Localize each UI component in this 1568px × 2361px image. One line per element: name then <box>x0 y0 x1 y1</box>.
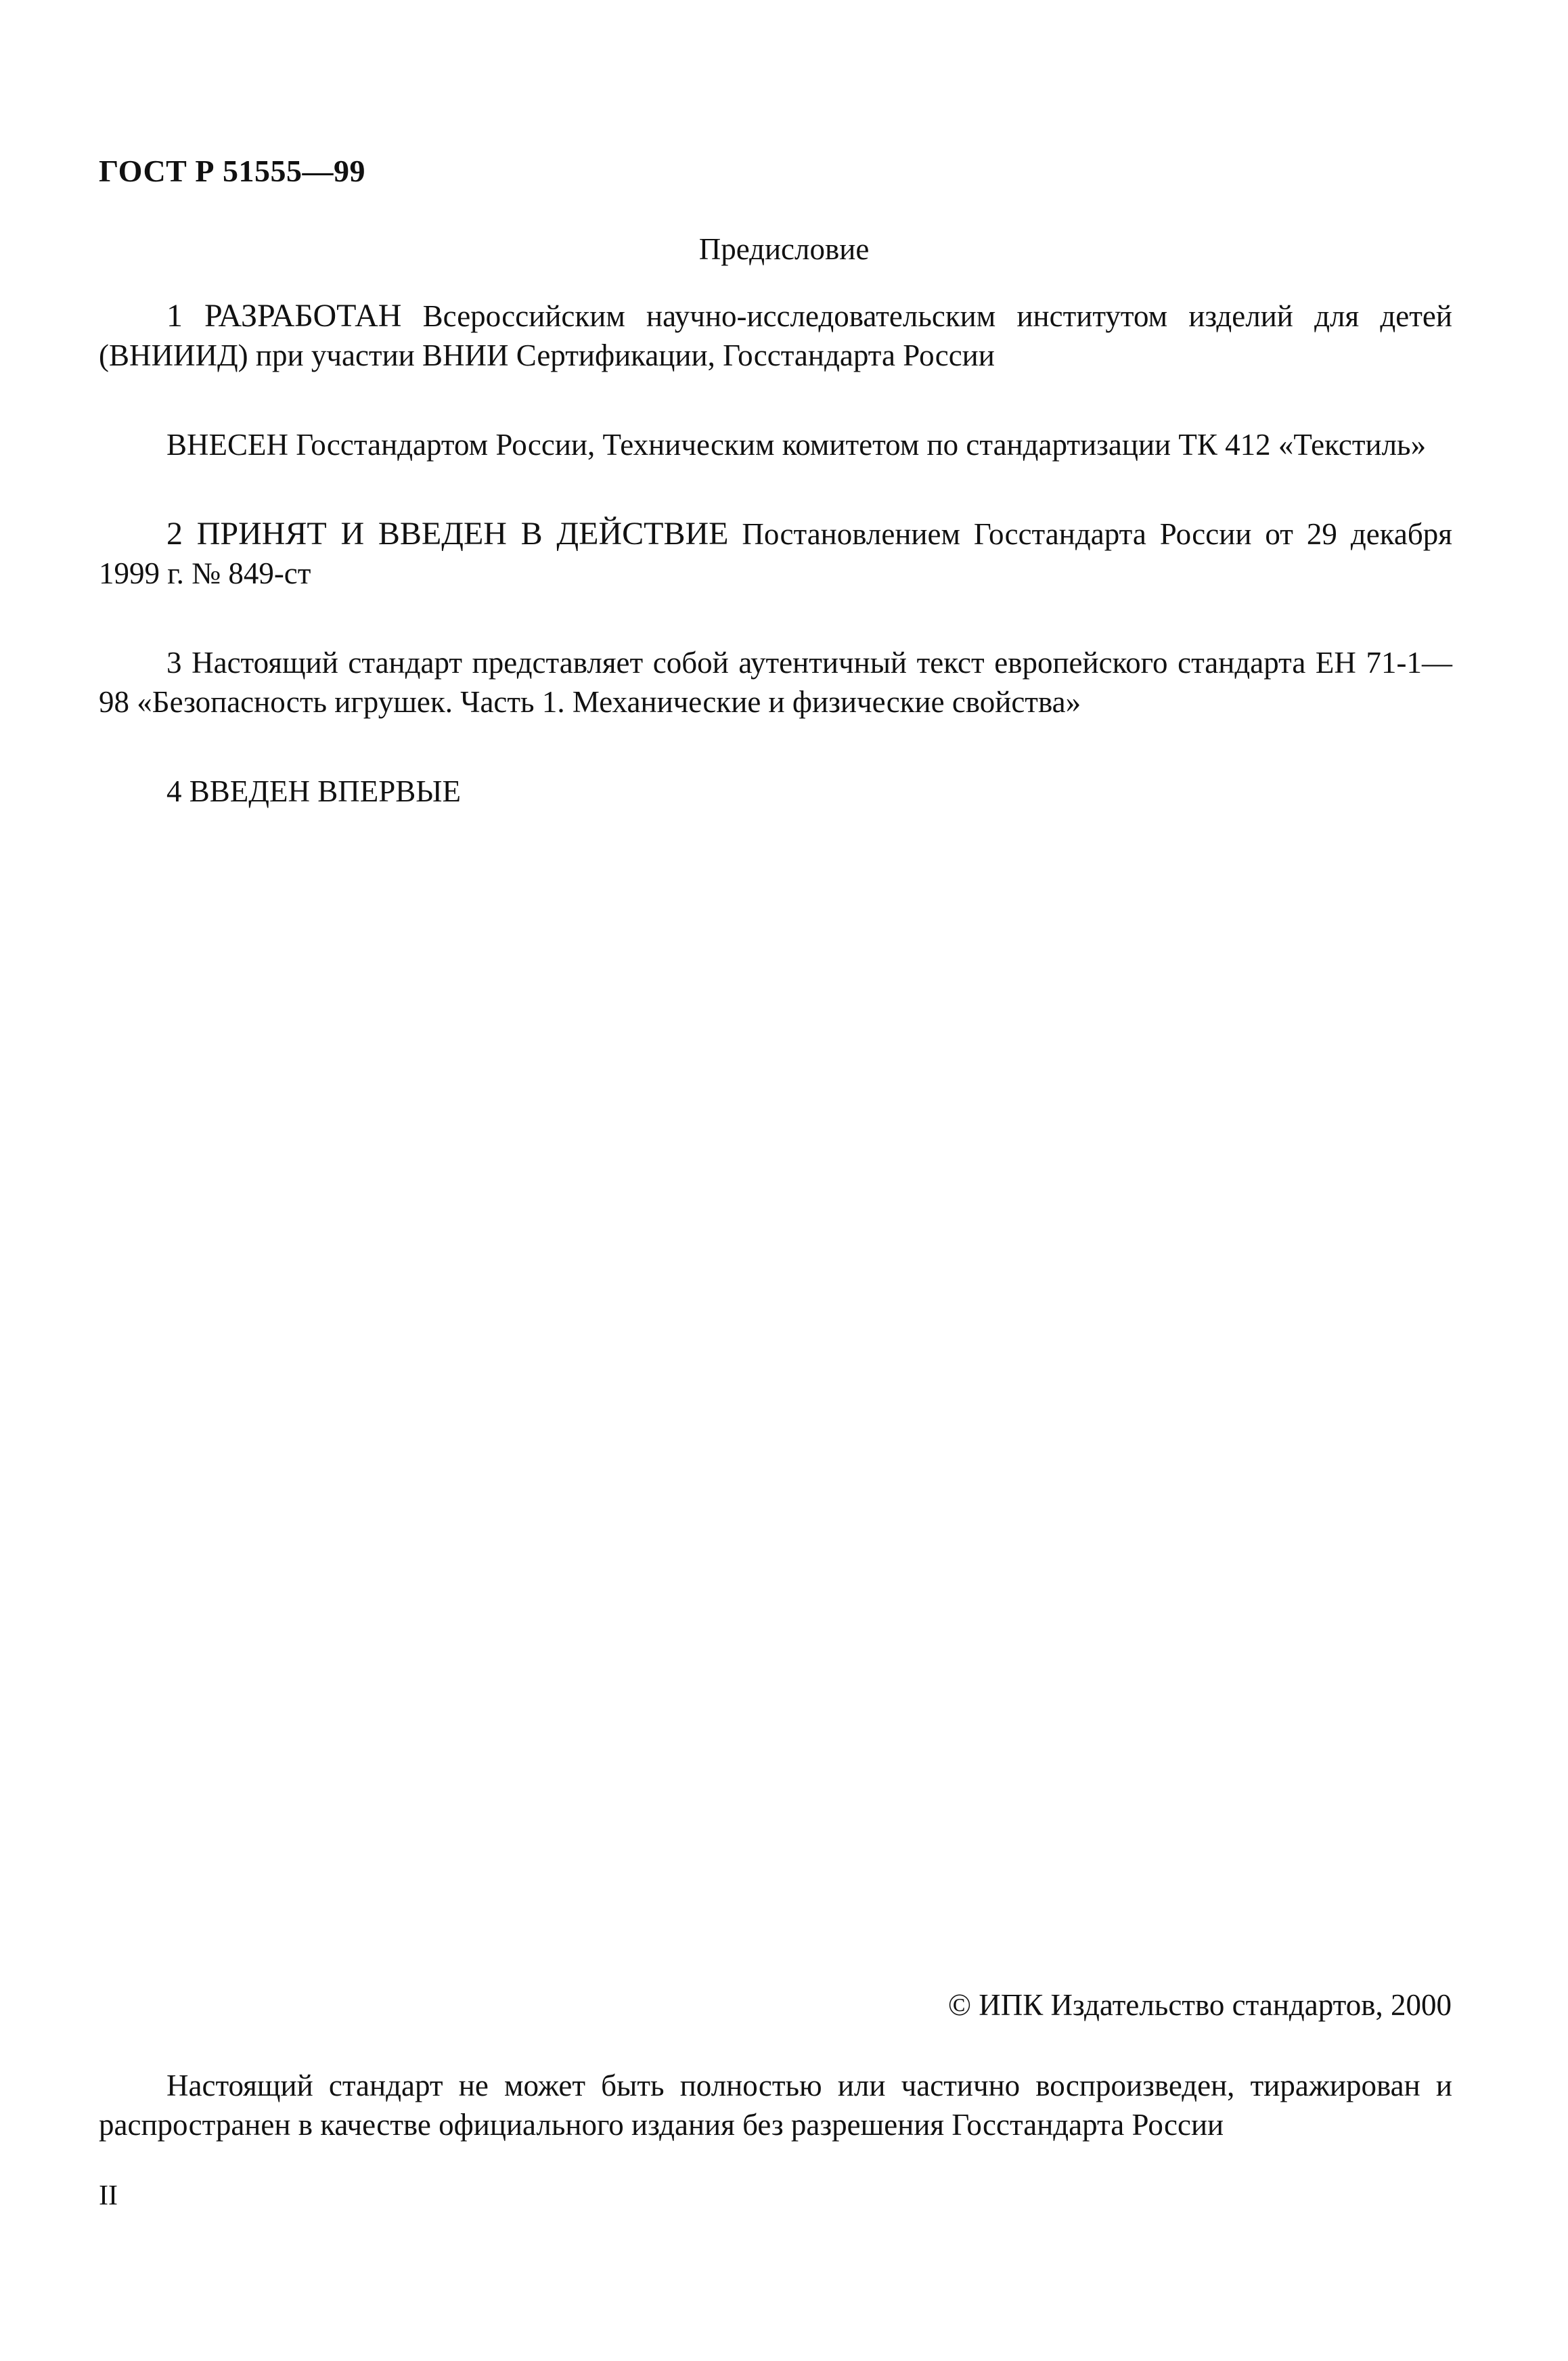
paragraph-adopted <box>99 514 1452 593</box>
paragraph-text: Госстандартом России, Техническим комитетом по стандартизации ТК 412 «Текстиль» <box>288 428 1427 462</box>
paragraph-authentic-text <box>99 643 1452 722</box>
paragraph-lead: 4 ВВЕДЕН ВПЕРВЫЕ <box>166 774 461 808</box>
paragraph-text: Всероссийским научно-исследовательским институтом изделий для детей (ВНИИИД) при участии ВНИИ Сертификации, Госстандарта России <box>99 299 1452 372</box>
paragraph-developed-by <box>99 296 1452 375</box>
legal-notice: Настоящий стандарт не может быть полностью или частично воспроизведен, тиражирован и распространен в качестве официального издания без разрешения Госстандарта России <box>99 2069 1452 2142</box>
paragraph-text: Постановлением Госстандарта России от 29 декабря 1999 г. № 849-ст <box>99 517 1452 590</box>
paragraph-first-introduced <box>99 772 1452 811</box>
paragraph-lead: 2 ПРИНЯТ И ВВЕДЕН В ДЕЙСТВИЕ <box>166 516 729 552</box>
copyright-notice: © ИПК Издательство стандартов, 2000 <box>947 1988 1452 2022</box>
paragraph-lead: ВНЕСЕН <box>166 428 288 462</box>
foreword-body <box>99 296 1452 861</box>
paragraph-introduced-by <box>99 425 1452 464</box>
document-code: ГОСТ Р 51555—99 <box>99 154 365 188</box>
page-number: II <box>99 2180 118 2211</box>
foreword-title: Предисловие <box>698 232 870 266</box>
paragraph-text: 3 Настоящий стандарт представляет собой аутентичный текст европейского стандарта ЕН 71-1—98 «Безопасность игрушек. Часть 1. Механические и физические свойства» <box>99 646 1452 719</box>
paragraph-lead: 1 РАЗРАБОТАН <box>166 298 402 334</box>
